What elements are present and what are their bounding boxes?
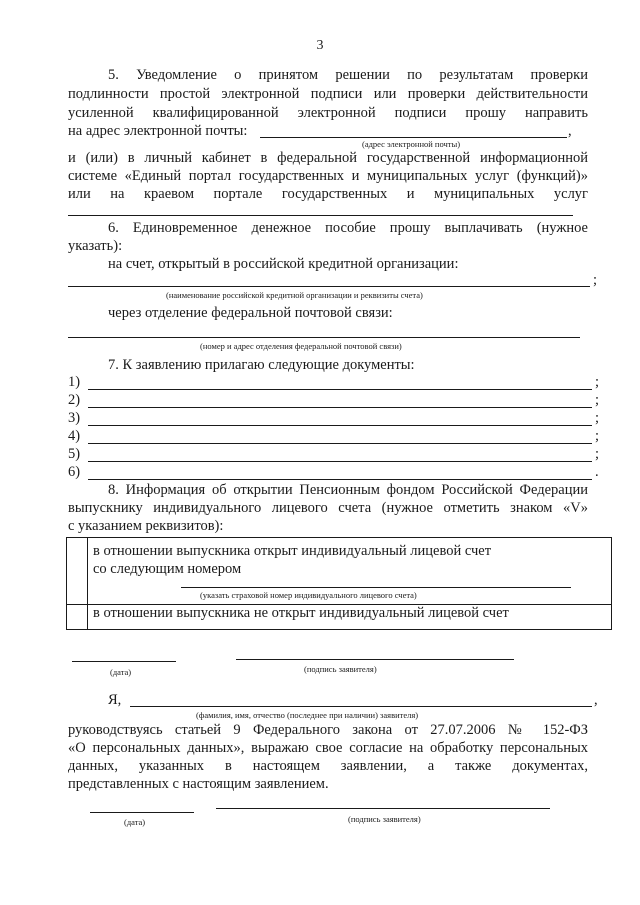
section5-line6: системе «Единый портал государственных и муниципальных услуг (функций)» (68, 168, 588, 184)
doc-item-end: ; (595, 392, 600, 408)
consent-line2: «О персональных данных», выражаю свое согласие на обработку персональных (68, 740, 588, 756)
date-caption: (дата) (110, 667, 132, 677)
section5-line3: усиленной квалифицированной электронной подписи прошу направить (68, 105, 588, 121)
consent-i-label: Я, (108, 692, 122, 708)
section6-line2: указать): (68, 238, 123, 254)
section5-email-end: , (568, 123, 572, 139)
doc-item-end: ; (595, 428, 600, 444)
section8-line3: с указанием реквизитов): (68, 518, 224, 534)
signature-field[interactable] (216, 808, 550, 809)
bank-label: на счет, открытый в российской кредитной организации: (108, 256, 459, 272)
fio-field[interactable] (130, 706, 592, 707)
snils-caption: (указать страховой номер индивидуального лицевого счета) (200, 590, 417, 600)
bank-end: ; (593, 272, 598, 288)
section6-line1: 6. Единовременное денежное пособие прошу выплачивать (нужное (108, 220, 588, 236)
portal-field[interactable] (68, 215, 573, 216)
doc-item-number: 1) (68, 374, 81, 390)
doc-item-field[interactable] (88, 407, 592, 408)
checkbox-not-opened[interactable] (67, 605, 88, 630)
signature-caption: (подпись заявителя) (348, 814, 421, 824)
signature-field[interactable] (236, 659, 514, 660)
row-opened-line1: в отношении выпускника открыт индивидуальный лицевой счет (93, 543, 492, 559)
email-field[interactable] (260, 137, 567, 138)
doc-item-field[interactable] (88, 443, 592, 444)
date-field[interactable] (90, 812, 194, 813)
doc-item-field[interactable] (88, 461, 592, 462)
section5-line2: подлинности простой электронной подписи или проверки действительности (68, 86, 588, 102)
section5-line5: и (или) в личный кабинет в федеральной государственной информационной (68, 150, 588, 166)
section7-title: 7. К заявлению прилагаю следующие документы: (108, 357, 415, 373)
consent-line4: представленных с настоящим заявлением. (68, 776, 329, 792)
doc-item-number: 6) (68, 464, 81, 480)
consent-line1: руководствуясь статьей 9 Федерального закона от 27.07.2006 № 152-ФЗ (68, 722, 588, 738)
doc-item-field[interactable] (88, 389, 592, 390)
doc-item-number: 2) (68, 392, 81, 408)
bank-field[interactable] (68, 286, 590, 287)
section8-line2: выпускнику индивидуального лицевого счета (нужное отметить знаком «V» (68, 500, 588, 516)
date-caption: (дата) (124, 817, 146, 827)
post-label: через отделение федеральной почтовой связи: (108, 305, 393, 321)
row-opened-line2: со следующим номером (93, 561, 242, 577)
signature-caption: (подпись заявителя) (304, 664, 377, 674)
date-field[interactable] (72, 661, 176, 662)
email-caption: (адрес электронной почты) (362, 139, 461, 149)
doc-item-number: 5) (68, 446, 81, 462)
doc-item-end: . (595, 464, 599, 480)
post-caption: (номер и адрес отделения федеральной почтовой связи) (200, 341, 402, 351)
checkbox-opened[interactable] (67, 538, 88, 605)
fio-caption: (фамилия, имя, отчество (последнее при наличии) заявителя) (196, 710, 419, 720)
doc-item-end: ; (595, 410, 600, 426)
doc-item-field[interactable] (88, 479, 592, 480)
doc-item-field[interactable] (88, 425, 592, 426)
doc-item-number: 3) (68, 410, 81, 426)
bank-caption: (наименование российской кредитной организации и реквизиты счета) (166, 290, 423, 300)
section5-email-label: на адрес электронной почты: (68, 123, 248, 139)
section5-line7: или на краевом портале государственных и муниципальных услуг (68, 186, 588, 202)
consent-line3: данных, указанных в настоящем заявлении, а также документах, (68, 758, 588, 774)
consent-i-end: , (594, 692, 598, 708)
page-number: 3 (316, 38, 324, 53)
doc-item-number: 4) (68, 428, 81, 444)
post-field[interactable] (68, 337, 580, 338)
section8-line1: 8. Информация об открытии Пенсионным фондом Российской Федерации (108, 482, 588, 498)
snils-field[interactable] (181, 587, 571, 588)
doc-item-end: ; (595, 446, 600, 462)
row-not-opened-text: в отношении выпускника не открыт индивидуальный лицевой счет (93, 605, 509, 621)
doc-item-end: ; (595, 374, 600, 390)
section5-line1: 5. Уведомление о принятом решении по результатам проверки (108, 67, 588, 83)
